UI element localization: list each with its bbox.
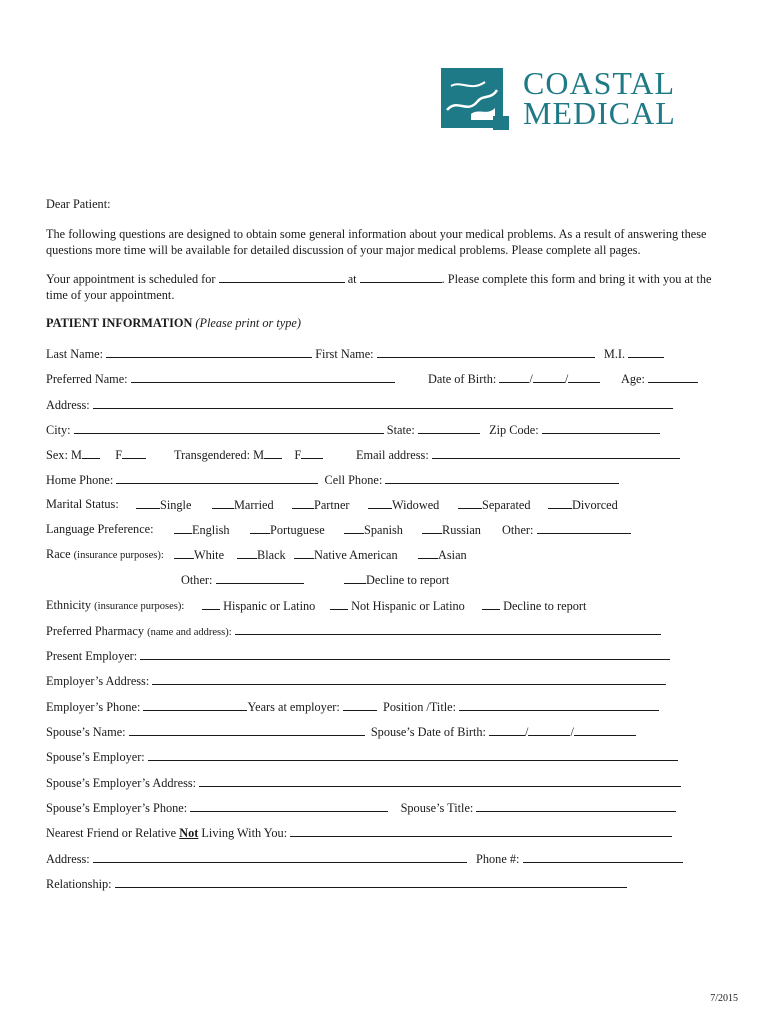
appointment-date-field[interactable] <box>219 271 345 283</box>
marital-option-separated[interactable]: Separated <box>458 497 530 513</box>
intro-line-1: The following questions are designed to obtain some general information about your medical problems. As a result of answering these <box>46 227 707 241</box>
appointment-text-b: at <box>347 272 357 286</box>
spouse-dob-label: Spouse’s Date of Birth: <box>370 725 486 739</box>
home-phone-field[interactable] <box>116 472 318 484</box>
present-employer-row <box>46 648 670 664</box>
dob-month-field[interactable] <box>499 371 529 383</box>
spouse-employer-address-row <box>46 775 681 791</box>
dob-group: Date of Birth: / / <box>428 371 600 387</box>
employer-address-label: Employer’s Address: <box>46 674 150 688</box>
sex-row <box>46 447 146 463</box>
name-row <box>46 346 664 362</box>
spouse-employer-address-field[interactable] <box>199 775 681 787</box>
intro-line-2: questions more time will be available for detailed discussion of your major medical problems. Please complete all pages. <box>46 243 641 257</box>
position-label: Position /Title: <box>383 700 457 714</box>
sex-m-label: M <box>70 448 82 462</box>
years-employer-field[interactable] <box>343 699 377 711</box>
spouse-dob-month-field[interactable] <box>489 724 525 736</box>
trans-f-field[interactable] <box>301 447 323 459</box>
age-group <box>621 371 698 387</box>
employer-phone-label: Employer’s Phone: <box>46 700 141 714</box>
sex-f-field[interactable] <box>122 447 146 459</box>
appointment-paragraph <box>46 271 736 303</box>
preferred-name-label: Preferred Name: <box>46 372 128 386</box>
present-employer-label: Present Employer: <box>46 649 138 663</box>
pharmacy-note: (name and address): <box>147 627 232 638</box>
marital-option-widowed[interactable]: Widowed <box>368 497 439 513</box>
preferred-name-row <box>46 371 395 387</box>
ethnicity-option-not-hispanic[interactable]: Not Hispanic or Latino <box>330 598 465 614</box>
trans-f-label: F <box>294 448 302 462</box>
sex-f-label: F <box>115 448 123 462</box>
phone-label: Phone #: <box>476 852 520 866</box>
spouse-title-field[interactable] <box>476 800 676 812</box>
race-note: (insurance purposes): <box>73 550 164 561</box>
language-option-english[interactable]: English <box>174 522 230 538</box>
sex-label: Sex: <box>46 448 68 462</box>
spouse-employer-phone-row <box>46 800 676 816</box>
race-option-decline[interactable]: Decline to report <box>344 572 449 588</box>
spouse-employer-field[interactable] <box>148 749 678 761</box>
relationship-row <box>46 876 627 892</box>
home-phone-label: Home Phone: <box>46 473 114 487</box>
address-row <box>46 397 673 413</box>
marital-option-partner[interactable]: Partner <box>292 497 350 513</box>
section-note: (Please print or type) <box>195 316 301 330</box>
phone-field[interactable] <box>523 851 683 863</box>
trans-m-field[interactable] <box>264 447 282 459</box>
appointment-text-a: Your appointment is scheduled for <box>46 272 216 286</box>
state-field[interactable] <box>418 422 480 434</box>
appointment-time-field[interactable] <box>360 271 442 283</box>
language-option-russian[interactable]: Russian <box>422 522 481 538</box>
spouse-name-label: Spouse’s Name: <box>46 725 126 739</box>
pharmacy-row <box>46 623 661 640</box>
age-field[interactable] <box>648 371 698 383</box>
mi-field[interactable] <box>628 346 664 358</box>
preferred-name-field[interactable] <box>131 371 395 383</box>
dob-day-field[interactable] <box>533 371 565 383</box>
mi-label: M.I. <box>603 347 626 361</box>
first-name-label: First Name: <box>315 347 374 361</box>
state-label: State: <box>386 423 415 437</box>
dob-year-field[interactable] <box>568 371 600 383</box>
transgendered-group <box>174 447 323 463</box>
address2-label: Address: <box>46 852 90 866</box>
employer-address-field[interactable] <box>152 673 666 685</box>
years-employer-label: Years at employer: <box>247 700 340 714</box>
address-field[interactable] <box>93 397 673 409</box>
logo-line-1: COASTAL <box>523 65 675 101</box>
race-label: Race <box>46 547 71 561</box>
spouse-employer-phone-label: Spouse’s Employer’s Phone: <box>46 801 188 815</box>
language-option-spanish[interactable]: Spanish <box>344 522 403 538</box>
pharmacy-field[interactable] <box>235 623 661 635</box>
spouse-dob-year-field[interactable] <box>574 724 636 736</box>
language-other-field[interactable] <box>537 522 631 534</box>
race-option-white[interactable]: White <box>174 547 224 563</box>
revision-date: 7/2015 <box>710 993 738 1004</box>
language-label: Language Preference: <box>46 522 154 536</box>
sex-m-field[interactable] <box>82 447 100 459</box>
city-label: City: <box>46 423 71 437</box>
email-label: Email address: <box>356 448 429 462</box>
marital-label-cell: Marital Status: <box>46 497 119 511</box>
nearest-friend-field[interactable] <box>290 825 672 837</box>
address2-field[interactable] <box>93 851 467 863</box>
spouse-employer-phone-field[interactable] <box>190 800 388 812</box>
ethnicity-option-decline[interactable]: Decline to report <box>482 598 586 614</box>
phone-row <box>46 472 619 488</box>
city-row <box>46 422 660 438</box>
spouse-name-field[interactable] <box>129 724 365 736</box>
employer-address-row <box>46 673 666 689</box>
nearest-label-a: Nearest Friend or Relative <box>46 826 177 840</box>
nearest-label-b: Living With You: <box>201 826 288 840</box>
position-field[interactable] <box>459 699 659 711</box>
race-option-native-american[interactable]: Native American <box>294 547 398 563</box>
city-field[interactable] <box>74 422 384 434</box>
race-option-asian[interactable]: Asian <box>418 547 467 563</box>
language-option-portuguese[interactable]: Portuguese <box>250 522 325 538</box>
ethnicity-option-hispanic[interactable]: Hispanic or Latino <box>202 598 315 614</box>
coastal-wave-logo-icon <box>441 68 513 134</box>
cell-phone-field[interactable] <box>385 472 619 484</box>
ethnicity-note: (insurance purposes): <box>94 601 185 612</box>
relationship-label: Relationship: <box>46 877 112 891</box>
logo-line-2: MEDICAL <box>523 95 676 131</box>
spouse-title-label: Spouse’s Title: <box>400 801 474 815</box>
transgendered-label: Transgendered: <box>174 448 251 462</box>
cell-phone-label: Cell Phone: <box>324 473 383 487</box>
appointment-line-2: time of your appointment. <box>46 288 175 302</box>
trans-m-label: M <box>253 448 265 462</box>
coastal-medical-logo <box>441 65 731 163</box>
spouse-employer-row <box>46 749 678 765</box>
race-other-field[interactable] <box>216 572 304 584</box>
email-group <box>356 447 680 463</box>
present-employer-field[interactable] <box>140 648 670 660</box>
spouse-dob-day-field[interactable] <box>528 724 570 736</box>
employer-phone-field[interactable] <box>143 699 247 711</box>
race-option-black[interactable]: Black <box>237 547 286 563</box>
intro-paragraph <box>46 226 736 258</box>
address2-row <box>46 851 683 867</box>
zip-field[interactable] <box>542 422 660 434</box>
nearest-friend-row <box>46 825 672 841</box>
dob-label: Date of Birth: <box>428 372 497 386</box>
section-heading <box>46 316 301 331</box>
age-label: Age: <box>621 372 645 386</box>
zip-label: Zip Code: <box>489 423 539 437</box>
logo-wordmark <box>523 65 676 131</box>
marital-option-married[interactable]: Married <box>212 497 274 513</box>
marital-option-divorced[interactable]: Divorced <box>548 497 618 513</box>
last-name-label: Last Name: <box>46 347 104 361</box>
race-label-group <box>46 547 164 563</box>
ethnicity-label-group <box>46 598 184 614</box>
email-field[interactable] <box>432 447 680 459</box>
employer-phone-row <box>46 699 659 715</box>
address-label: Address: <box>46 398 90 412</box>
greeting: Dear Patient: <box>46 197 111 211</box>
appointment-text-c: . Please complete this form and bring it with you at the <box>441 272 712 286</box>
language-other-label: Other: <box>502 523 534 537</box>
pharmacy-label: Preferred Pharmacy <box>46 624 144 638</box>
spouse-employer-label: Spouse’s Employer: <box>46 750 145 764</box>
race-other-label: Other: <box>181 573 213 587</box>
language-other-group <box>502 522 631 538</box>
ethnicity-label: Ethnicity <box>46 598 92 612</box>
section-title: PATIENT INFORMATION <box>46 316 193 330</box>
race-other-group <box>181 572 304 588</box>
first-name-field[interactable] <box>377 346 595 358</box>
nearest-label-not: Not <box>179 826 199 840</box>
relationship-field[interactable] <box>115 876 627 888</box>
marital-option-single[interactable]: Single <box>136 497 191 513</box>
spouse-employer-address-label: Spouse’s Employer’s Address: <box>46 776 197 790</box>
spouse-name-row: Spouse’s Name: Spouse’s Date of Birth: / / <box>46 724 636 740</box>
last-name-field[interactable] <box>106 346 312 358</box>
